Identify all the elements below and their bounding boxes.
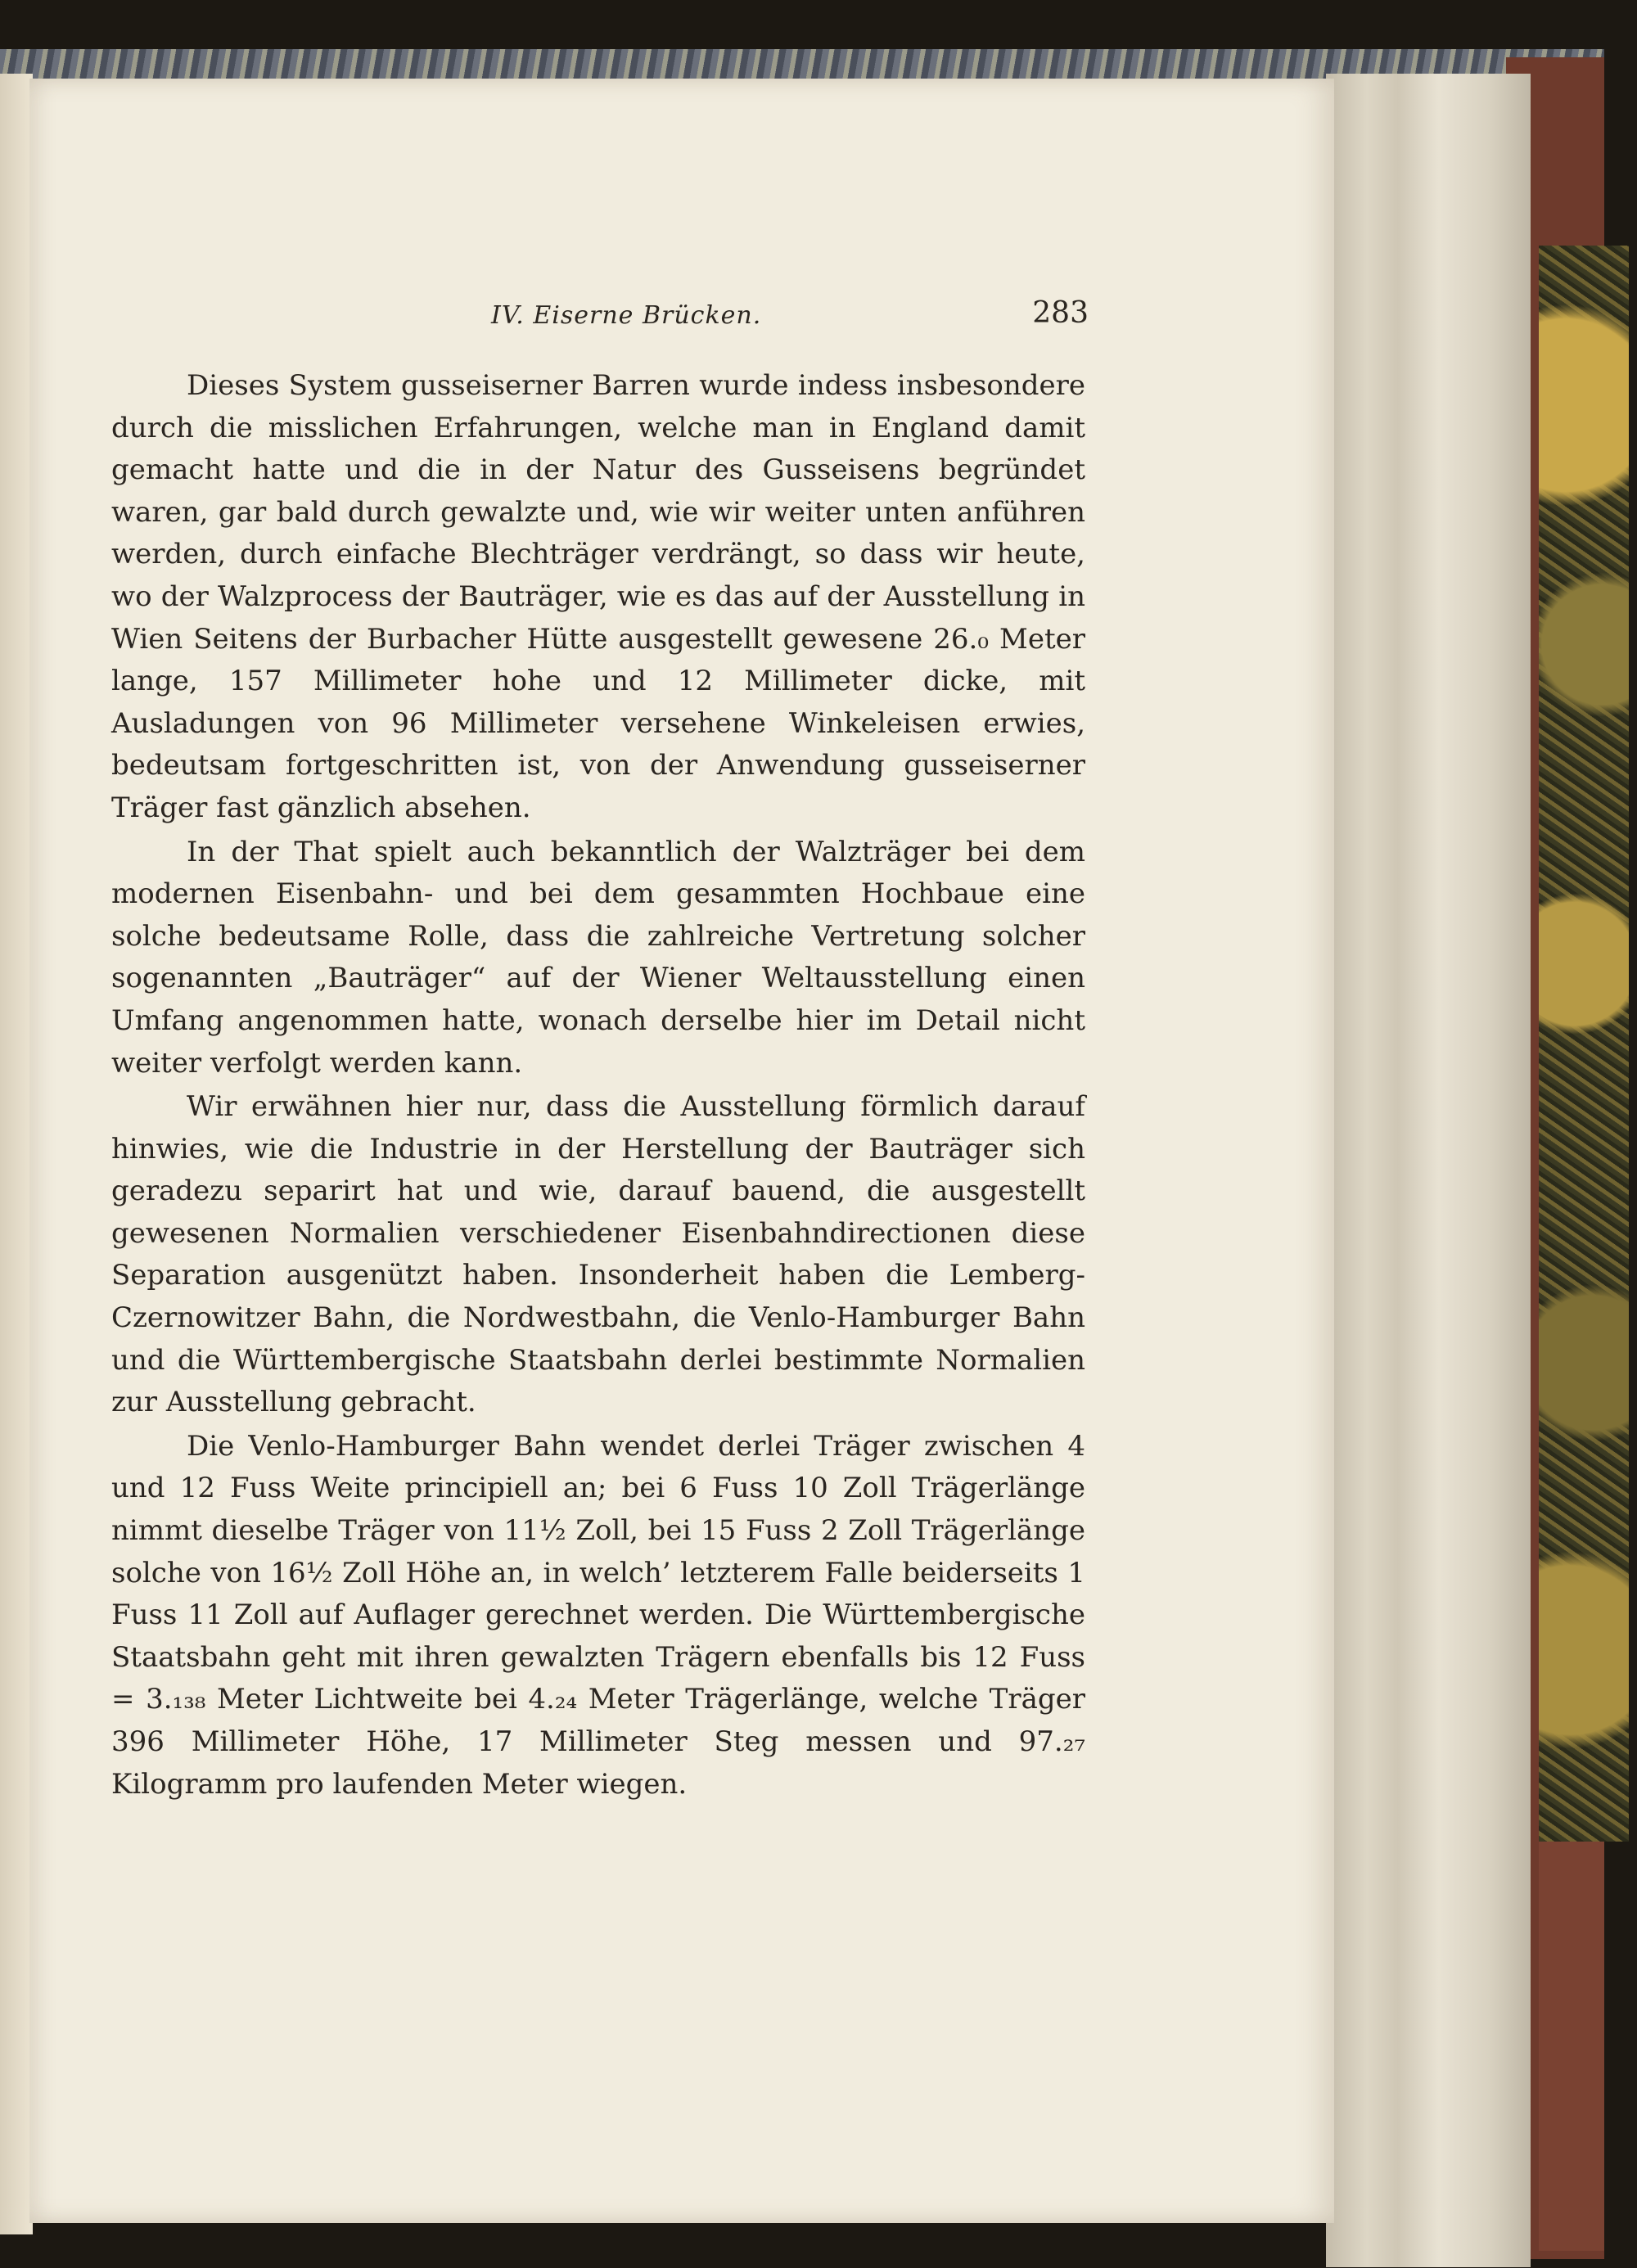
page-number: 283 [1032,296,1089,330]
chapter-title: IV. Eiserne Brücken. [491,301,762,330]
paragraph: In der That spielt auch bekanntlich der Walzträger bei dem modernen Eisenbahn- und bei dem gesammten Hochbaue eine solche bedeutsame Rolle, dass die zahlreiche Vertretung solcher sogenannten „Bauträger“ auf der Wiener Weltausstellung einen Umfang angenommen hatte, wonach derselbe hier im Detail nicht weiter verfolgt werden kann. [111,835,1085,1080]
book-cover-corner [1539,1842,1604,2251]
page-stack-edge [1326,74,1531,2267]
marbled-endpaper [1539,246,1629,1842]
paragraph: Wir erwähnen hier nur, dass die Ausstellung förmlich darauf hinwies, wie die Industrie in der Herstellung der Bauträger sich geradezu separirt hat und wie, darauf bauend, die ausgestellt gewesenen Normalien verschiedener Eisenbahndirectionen diese Separation ausgenützt haben. Insonderheit haben die Lemberg-Czernowitzer Bahn, die Nordwestbahn, die Venlo-Hamburger Bahn und die Württembergische Staatsbahn derlei bestimmte Normalien zur Ausstellung gebracht. [111,1090,1085,1419]
body-text [111,365,1085,1806]
left-page-edge [0,74,33,2234]
running-header [458,296,1089,342]
paragraph: Dieses System gusseiserner Barren wurde indess insbesondere durch die misslichen Erfahrungen, welche man in England damit gemacht hatte und die in der Natur des Gusseisens begründet waren, gar bald durch gewalzte und, wie wir weiter unten anführen werden, durch einfache Blechträger verdrängt, so dass wir heute, wo der Walzprocess der Bauträger, wie es das auf der Ausstellung in Wien Seitens der Burbacher Hütte ausgestellt gewesene 26.₀ Meter lange, 157 Millimeter hohe und 12 Millimeter dicke, mit Ausladungen von 96 Millimeter versehene Winkeleisen erwies, bedeutsam fortgeschritten ist, von der Anwendung gusseiserner Träger fast gänzlich absehen. [111,369,1085,824]
paragraph: Die Venlo-Hamburger Bahn wendet derlei Träger zwischen 4 und 12 Fuss Weite principiell an; bei 6 Fuss 10 Zoll Trägerlänge nimmt dieselbe Träger von 11½ Zoll, bei 15 Fuss 2 Zoll Trägerlänge solche von 16½ Zoll Höhe an, in welch’ letzterem Falle beiderseits 1 Fuss 11 Zoll auf Auflager gerechnet werden. Die Württembergische Staatsbahn geht mit ihren gewalzten Trägern ebenfalls bis 12 Fuss = 3.₁₃₈ Meter Lichtweite bei 4.₂₄ Meter Trägerlänge, welche Träger 396 Millimeter Höhe, 17 Millimeter Steg messen und 97.₂₇ Kilogramm pro laufenden Meter wiegen. [111,1429,1085,1801]
